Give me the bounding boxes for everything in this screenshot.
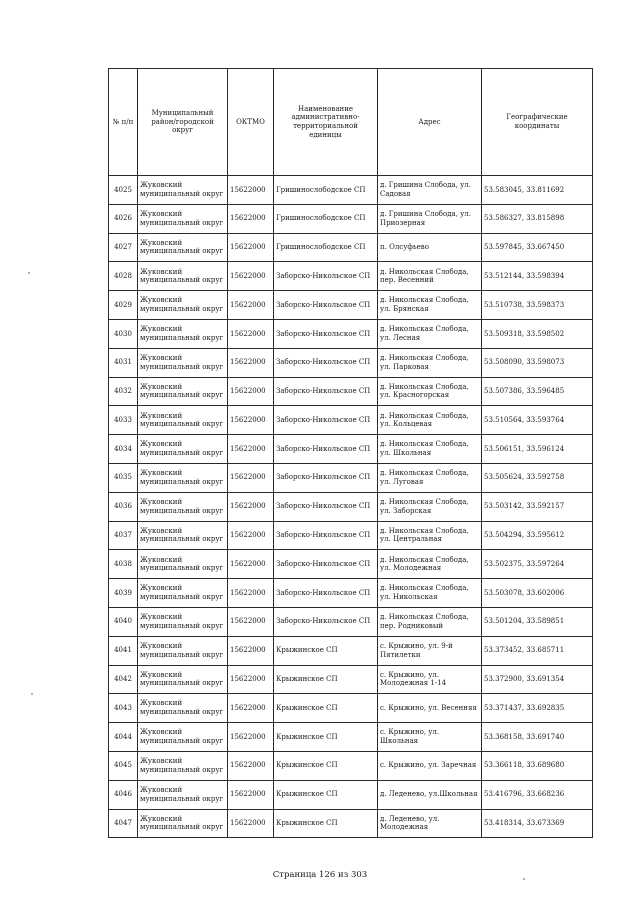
row-number: 4032	[109, 377, 138, 406]
district-cell: Жуковский муниципальный округ	[138, 780, 228, 809]
header-coordinates: Географические координаты	[482, 69, 593, 176]
unit-cell: Заборско-Никольское СП	[274, 319, 378, 348]
district-cell: Жуковский муниципальный округ	[138, 291, 228, 320]
table-row	[109, 319, 593, 348]
row-number: 4034	[109, 435, 138, 464]
unit-cell: Гришинослободское СП	[274, 233, 378, 262]
district-cell: Жуковский муниципальный округ	[138, 492, 228, 521]
row-number: 4041	[109, 636, 138, 665]
address-cell: д. Никольская Слобода, ул. Никольская	[378, 579, 482, 608]
district-cell: Жуковский муниципальный округ	[138, 723, 228, 752]
oktmo-cell: 15622000	[228, 262, 274, 291]
address-cell: с. Крыжино, ул. Школьная	[378, 723, 482, 752]
row-number: 4042	[109, 665, 138, 694]
row-number: 4025	[109, 176, 138, 205]
unit-cell: Заборско-Никольское СП	[274, 550, 378, 579]
district-cell: Жуковский муниципальный округ	[138, 550, 228, 579]
oktmo-cell: 15622000	[228, 204, 274, 233]
table-row	[109, 521, 593, 550]
address-cell: д. Никольская Слобода, ул. Школьная	[378, 435, 482, 464]
coordinates-cell: 53.371437, 33.692835	[482, 694, 593, 723]
address-cell: с. Крыжино, ул. Весенняя	[378, 694, 482, 723]
table-row	[109, 723, 593, 752]
row-number: 4033	[109, 406, 138, 435]
district-cell: Жуковский муниципальный округ	[138, 435, 228, 464]
coordinates-cell: 53.368158, 33.691740	[482, 723, 593, 752]
address-cell: д. Никольская Слобода, ул. Центральная	[378, 521, 482, 550]
address-cell: с. Крыжино, ул. 9-й Пятилетки	[378, 636, 482, 665]
table-row	[109, 665, 593, 694]
address-cell: д. Никольская Слобода, ул. Брянская	[378, 291, 482, 320]
district-cell: Жуковский муниципальный округ	[138, 176, 228, 205]
row-number: 4026	[109, 204, 138, 233]
oktmo-cell: 15622000	[228, 636, 274, 665]
header-number: № п/п	[109, 69, 138, 176]
table-row	[109, 291, 593, 320]
oktmo-cell: 15622000	[228, 579, 274, 608]
district-cell: Жуковский муниципальный округ	[138, 521, 228, 550]
address-cell: д. Никольская Слобода, ул. Заборская	[378, 492, 482, 521]
district-cell: Жуковский муниципальный округ	[138, 463, 228, 492]
address-cell: д. Никольская Слобода, пер. Весенний	[378, 262, 482, 291]
coordinates-cell: 53.510564, 33.593764	[482, 406, 593, 435]
registry-table	[108, 68, 593, 838]
address-cell: д. Никольская Слобода, ул. Красногорская	[378, 377, 482, 406]
table-row	[109, 262, 593, 291]
table-row	[109, 780, 593, 809]
row-number: 4047	[109, 809, 138, 838]
district-cell: Жуковский муниципальный округ	[138, 636, 228, 665]
unit-cell: Заборско-Никольское СП	[274, 492, 378, 521]
coordinates-cell: 53.502375, 33.597264	[482, 550, 593, 579]
coordinates-cell: 53.586327, 33.815898	[482, 204, 593, 233]
oktmo-cell: 15622000	[228, 521, 274, 550]
row-number: 4045	[109, 751, 138, 780]
header-oktmo: ОКТМО	[228, 69, 274, 176]
unit-cell: Заборско-Никольское СП	[274, 406, 378, 435]
scan-speck	[28, 272, 30, 274]
scan-speck	[523, 878, 525, 880]
coordinates-cell: 53.505624, 33.592758	[482, 463, 593, 492]
header-row	[109, 69, 593, 176]
coordinates-cell: 53.501204, 33.589851	[482, 607, 593, 636]
unit-cell: Крыжинское СП	[274, 780, 378, 809]
oktmo-cell: 15622000	[228, 751, 274, 780]
district-cell: Жуковский муниципальный округ	[138, 665, 228, 694]
unit-cell: Заборско-Никольское СП	[274, 579, 378, 608]
oktmo-cell: 15622000	[228, 348, 274, 377]
table-row	[109, 550, 593, 579]
unit-cell: Крыжинское СП	[274, 694, 378, 723]
unit-cell: Заборско-Никольское СП	[274, 463, 378, 492]
district-cell: Жуковский муниципальный округ	[138, 319, 228, 348]
coordinates-cell: 53.507386, 33.596485	[482, 377, 593, 406]
oktmo-cell: 15622000	[228, 550, 274, 579]
row-number: 4028	[109, 262, 138, 291]
row-number: 4035	[109, 463, 138, 492]
district-cell: Жуковский муниципальный округ	[138, 377, 228, 406]
unit-cell: Заборско-Никольское СП	[274, 291, 378, 320]
table-row	[109, 204, 593, 233]
table-row	[109, 233, 593, 262]
table-header	[109, 69, 593, 176]
address-cell: д. Никольская Слобода, ул. Молодежная	[378, 550, 482, 579]
table-row	[109, 406, 593, 435]
unit-cell: Гришинослободское СП	[274, 204, 378, 233]
table-row	[109, 435, 593, 464]
address-cell: д. Никольская Слобода, ул. Парковая	[378, 348, 482, 377]
coordinates-cell: 53.373452, 33.685711	[482, 636, 593, 665]
address-cell: д. Никольская Слобода, ул. Луговая	[378, 463, 482, 492]
address-cell: д. Леденево, ул.Школьная	[378, 780, 482, 809]
row-number: 4044	[109, 723, 138, 752]
district-cell: Жуковский муниципальный округ	[138, 406, 228, 435]
address-cell: п. Олсуфьево	[378, 233, 482, 262]
oktmo-cell: 15622000	[228, 607, 274, 636]
address-cell: д. Гришина Слобода, ул. Садовая	[378, 176, 482, 205]
table-row	[109, 348, 593, 377]
district-cell: Жуковский муниципальный округ	[138, 607, 228, 636]
unit-cell: Заборско-Никольское СП	[274, 521, 378, 550]
district-cell: Жуковский муниципальный округ	[138, 809, 228, 838]
header-district: Муниципальный район/городской округ	[138, 69, 228, 176]
coordinates-cell: 53.510738, 33.598373	[482, 291, 593, 320]
district-cell: Жуковский муниципальный округ	[138, 262, 228, 291]
district-cell: Жуковский муниципальный округ	[138, 694, 228, 723]
oktmo-cell: 15622000	[228, 319, 274, 348]
unit-cell: Заборско-Никольское СП	[274, 262, 378, 291]
row-number: 4038	[109, 550, 138, 579]
unit-cell: Заборско-Никольское СП	[274, 377, 378, 406]
table-row	[109, 636, 593, 665]
oktmo-cell: 15622000	[228, 291, 274, 320]
district-cell: Жуковский муниципальный округ	[138, 348, 228, 377]
coordinates-cell: 53.504294, 33.595612	[482, 521, 593, 550]
row-number: 4030	[109, 319, 138, 348]
oktmo-cell: 15622000	[228, 694, 274, 723]
coordinates-cell: 53.418314, 33.673369	[482, 809, 593, 838]
oktmo-cell: 15622000	[228, 463, 274, 492]
row-number: 4039	[109, 579, 138, 608]
coordinates-cell: 53.503078, 33.602006	[482, 579, 593, 608]
coordinates-cell: 53.597845, 33.667450	[482, 233, 593, 262]
coordinates-cell: 53.366118, 33.689680	[482, 751, 593, 780]
row-number: 4037	[109, 521, 138, 550]
row-number: 4029	[109, 291, 138, 320]
unit-cell: Крыжинское СП	[274, 809, 378, 838]
coordinates-cell: 53.506151, 33.596124	[482, 435, 593, 464]
coordinates-cell: 53.372900, 33.691354	[482, 665, 593, 694]
coordinates-cell: 53.583045, 33.811692	[482, 176, 593, 205]
unit-cell: Гришинослободское СП	[274, 176, 378, 205]
address-cell: д. Леденево, ул. Молодежная	[378, 809, 482, 838]
oktmo-cell: 15622000	[228, 377, 274, 406]
scan-speck	[31, 693, 33, 695]
coordinates-cell: 53.416796, 33.668236	[482, 780, 593, 809]
oktmo-cell: 15622000	[228, 723, 274, 752]
address-cell: д. Никольская Слобода, ул. Кольцевая	[378, 406, 482, 435]
table-row	[109, 579, 593, 608]
table-row	[109, 176, 593, 205]
oktmo-cell: 15622000	[228, 435, 274, 464]
row-number: 4040	[109, 607, 138, 636]
address-cell: д. Гришина Слобода, ул. Приозерная	[378, 204, 482, 233]
table-row	[109, 809, 593, 838]
table-row	[109, 607, 593, 636]
coordinates-cell: 53.512144, 33.598394	[482, 262, 593, 291]
coordinates-cell: 53.509318, 33.598502	[482, 319, 593, 348]
row-number: 4031	[109, 348, 138, 377]
unit-cell: Заборско-Никольское СП	[274, 607, 378, 636]
address-cell: с. Крыжино, ул. Молодежная 1-14	[378, 665, 482, 694]
unit-cell: Крыжинское СП	[274, 723, 378, 752]
table-body	[109, 176, 593, 838]
oktmo-cell: 15622000	[228, 809, 274, 838]
oktmo-cell: 15622000	[228, 492, 274, 521]
row-number: 4043	[109, 694, 138, 723]
district-cell: Жуковский муниципальный округ	[138, 579, 228, 608]
header-unit: Наименование административно-территориальной единицы	[274, 69, 378, 176]
row-number: 4027	[109, 233, 138, 262]
unit-cell: Заборско-Никольское СП	[274, 348, 378, 377]
table-row	[109, 377, 593, 406]
header-address: Адрес	[378, 69, 482, 176]
oktmo-cell: 15622000	[228, 176, 274, 205]
unit-cell: Крыжинское СП	[274, 751, 378, 780]
oktmo-cell: 15622000	[228, 665, 274, 694]
district-cell: Жуковский муниципальный округ	[138, 204, 228, 233]
oktmo-cell: 15622000	[228, 406, 274, 435]
unit-cell: Крыжинское СП	[274, 636, 378, 665]
table-row	[109, 492, 593, 521]
oktmo-cell: 15622000	[228, 233, 274, 262]
row-number: 4046	[109, 780, 138, 809]
table-row	[109, 463, 593, 492]
address-cell: д. Никольская Слобода, ул. Лесная	[378, 319, 482, 348]
unit-cell: Заборско-Никольское СП	[274, 435, 378, 464]
row-number: 4036	[109, 492, 138, 521]
unit-cell: Крыжинское СП	[274, 665, 378, 694]
table-row	[109, 751, 593, 780]
district-cell: Жуковский муниципальный округ	[138, 751, 228, 780]
table-row	[109, 694, 593, 723]
coordinates-cell: 53.508090, 33.598073	[482, 348, 593, 377]
coordinates-cell: 53.503142, 33.592157	[482, 492, 593, 521]
district-cell: Жуковский муниципальный округ	[138, 233, 228, 262]
oktmo-cell: 15622000	[228, 780, 274, 809]
address-cell: д. Никольская Слобода, пер. Родниковый	[378, 607, 482, 636]
page-number: Страница 126 из 303	[272, 870, 368, 880]
address-cell: с. Крыжино, ул. Заречная	[378, 751, 482, 780]
